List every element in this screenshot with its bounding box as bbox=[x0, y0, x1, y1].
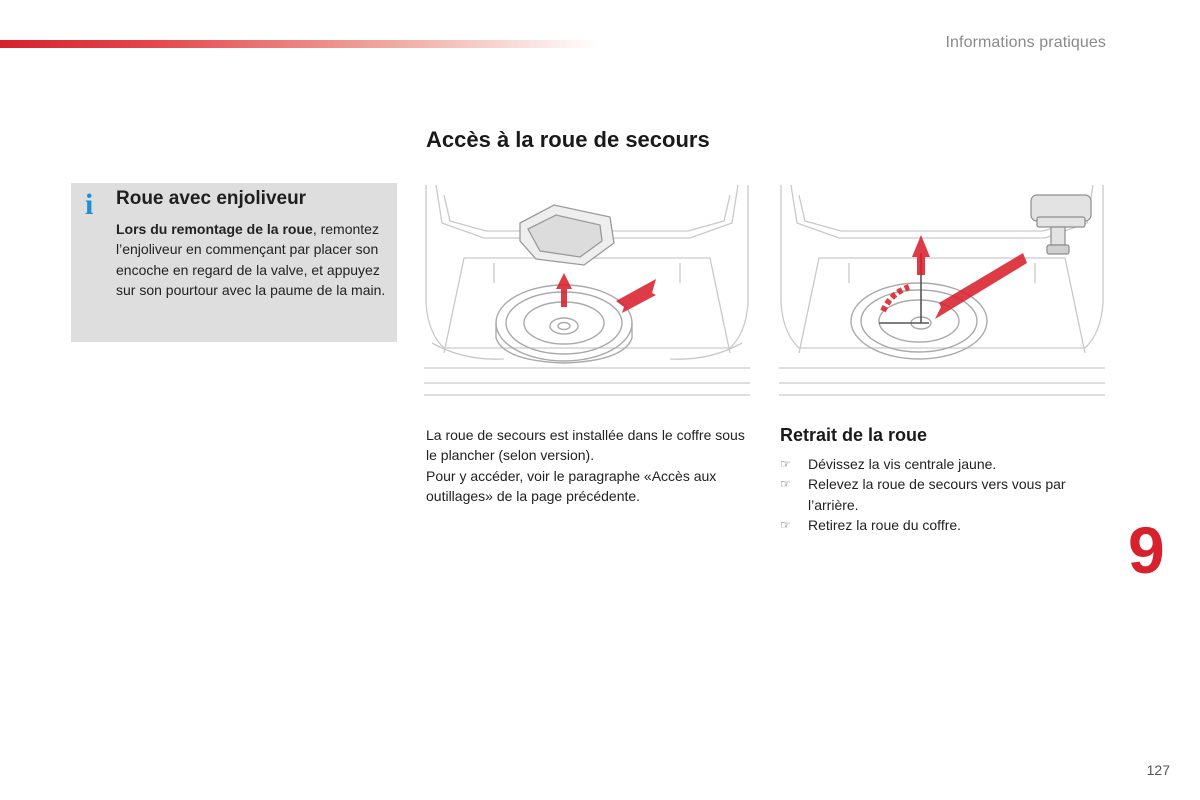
intro-text bbox=[426, 425, 756, 506]
spare-wheel-removal-drawing bbox=[779, 183, 1106, 401]
info-box-text bbox=[116, 219, 391, 300]
step-text: Relevez la roue de secours vers vous par l’arrière. bbox=[808, 476, 1066, 513]
removal-title: Retrait de la roue bbox=[780, 425, 928, 445]
page-number: 127 bbox=[1146, 762, 1170, 778]
spare-wheel-access-illustration bbox=[424, 183, 750, 401]
chapter-number: 9 bbox=[1128, 513, 1165, 587]
step-text: Retirez la roue du coffre. bbox=[808, 516, 962, 533]
pointing-hand-icon: ☞ bbox=[780, 457, 791, 471]
pointing-hand-icon: ☞ bbox=[780, 517, 791, 532]
info-box-title: Roue avec enjoliveur bbox=[116, 188, 307, 209]
step-text: Dévissez la vis centrale jaune. bbox=[808, 456, 997, 472]
list-item bbox=[780, 515, 1100, 535]
removal-steps bbox=[780, 454, 1100, 535]
spare-wheel-access-drawing bbox=[424, 183, 750, 401]
list-item bbox=[780, 474, 1100, 515]
list-item bbox=[780, 454, 1100, 474]
info-icon: i bbox=[85, 188, 94, 221]
intro-paragraph: Pour y accéder, voir le paragraphe «Accès aux outillages» de la page précédente. bbox=[426, 467, 717, 504]
pointing-hand-icon: ☞ bbox=[780, 477, 791, 492]
info-box bbox=[71, 183, 397, 342]
info-box-lead: Lors du remontage de la roue bbox=[116, 221, 313, 237]
header-accent-bar bbox=[0, 40, 600, 48]
spare-wheel-removal-illustration bbox=[779, 183, 1106, 401]
info-box-body: , remontez l’enjoliveur en commençant par placer son encoche en regard de la valve, et appuyez sur son pourtour avec la paume de la main. bbox=[116, 221, 386, 298]
section-title: Informations pratiques bbox=[945, 34, 1106, 51]
intro-paragraph: La roue de secours est installée dans le coffre sous le plancher (selon version). bbox=[426, 427, 745, 464]
page-title: Accès à la roue de secours bbox=[426, 127, 710, 152]
